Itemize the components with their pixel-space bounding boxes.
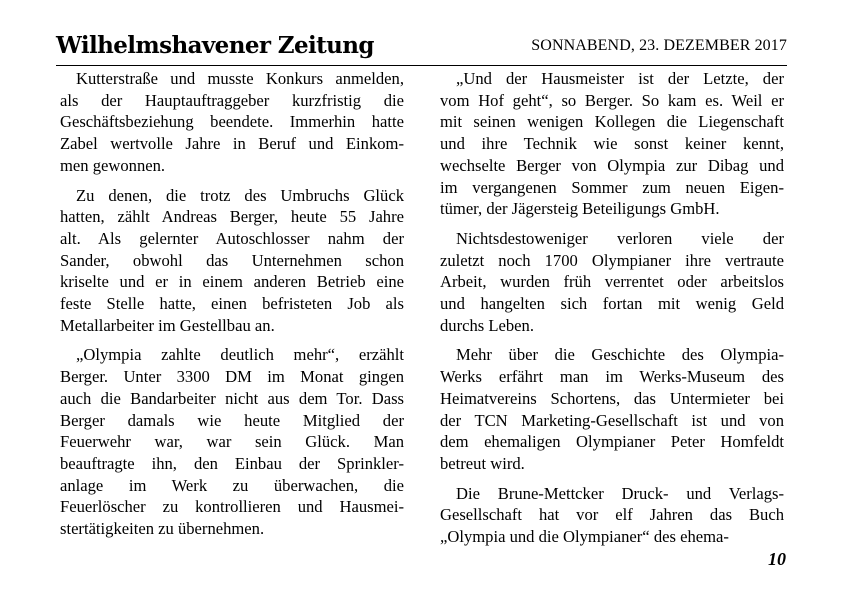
- article-paragraph: [440, 344, 784, 474]
- article-line: Kutterstraße und musste Konkurs anmelden,: [76, 69, 404, 88]
- article-line: Arbeit, wurden früh verrentet oder arbeitslos: [440, 272, 784, 292]
- article-paragraph: [60, 68, 404, 177]
- article-line: Feuerwehr war, war sein Glück. Man: [60, 432, 404, 452]
- article-paragraph: [60, 185, 404, 337]
- article-line: dem ehemaligen Olympianer Peter Homfeldt: [440, 432, 784, 452]
- article-paragraph: [60, 344, 404, 539]
- article-line: der TCN Marketing-Gesellschaft ist und von: [440, 410, 784, 430]
- article-column-right: [440, 68, 784, 556]
- article-line: men gewonnen.: [60, 155, 166, 175]
- article-line: im vergangenen Sommer zum neuen Eigen-: [440, 177, 784, 197]
- article-line: anlage im Werk zu überwachen, die: [60, 475, 404, 495]
- article-line: kriselte und er in einem anderen Betrieb eine: [60, 272, 404, 292]
- article-line: Berger. Unter 3300 DM im Monat gingen: [60, 367, 404, 387]
- article-line: Berger damals wie heute Mitglied der: [60, 410, 404, 430]
- article-line: mit seinen wenigen Kollegen die Liegenschaft: [440, 112, 784, 132]
- article-line: „Olympia zahlte deutlich mehr“, erzählt: [76, 345, 404, 365]
- article-line: Geschäftsbeziehung beendete. Immerhin hatte: [60, 112, 404, 132]
- article-paragraph: [440, 228, 784, 337]
- article-line: vom Hof geht“, so Berger. So kam es. Weil er: [440, 90, 784, 110]
- article-line: Metallarbeiter im Gestellbau an.: [60, 315, 275, 335]
- article-line: Sander, obwohl das Unternehmen schon: [60, 250, 404, 270]
- article-paragraph: [440, 68, 784, 220]
- article-line: zuletzt noch 1700 Olympianer ihre vertraute: [440, 250, 784, 270]
- article-line: alt. Als gelernter Autoschlosser nahm der: [60, 228, 404, 248]
- masthead: [56, 28, 787, 64]
- article-line: „Und der Hausmeister ist der Letzte, der: [456, 69, 784, 88]
- article-line: Zabel wertvolle Jahre in Beruf und Einkom-: [60, 134, 404, 154]
- article-line: betreut wird.: [440, 453, 525, 473]
- article-line: Nichtsdestoweniger verloren viele der: [456, 228, 784, 248]
- article-line: hatten, zählt Andreas Berger, heute 55 Jahre: [60, 207, 404, 227]
- page-number: 10: [768, 549, 786, 569]
- dateline: SONNABEND, 23. DEZEMBER 2017: [531, 37, 787, 54]
- article-line: stertätigkeiten zu übernehmen.: [60, 519, 265, 539]
- article-line: und ihre Technik wie sonst keiner kennt,: [440, 134, 784, 154]
- article-line: tümer, der Jägersteig Beteiligungs GmbH.: [440, 199, 720, 219]
- article-line: Heimatvereins Schortens, das Untermieter bei: [440, 388, 784, 408]
- article-line: „Olympia und die Olympianer“ des ehema-: [440, 527, 729, 547]
- article-line: beauftragte ihn, den Einbau der Sprinkler-: [60, 453, 404, 473]
- article-line: durchs Leben.: [440, 315, 534, 335]
- article-line: Gesellschaft hat vor elf Jahren das Buch: [440, 505, 784, 525]
- header-rule: [56, 65, 787, 66]
- article-line: Werks erfährt man im Werks-Museum des: [440, 367, 784, 387]
- article-line: Zu denen, die trotz des Umbruchs Glück: [76, 185, 404, 205]
- article-line: Die Brune-Mettcker Druck- und Verlags-: [456, 483, 784, 503]
- article-line: feste Stelle hatte, einen befristeten Job als: [60, 294, 404, 314]
- article-line: und hangelten sich fortan mit wenig Geld: [440, 294, 784, 314]
- newspaper-logo: Wilhelmshavener Zeitung: [56, 32, 374, 59]
- article-paragraph: [440, 483, 784, 548]
- article-column-left: [60, 68, 404, 548]
- article-line: auch die Bandarbeiter nicht aus dem Tor. Dass: [60, 388, 404, 408]
- article-line: wechselte Berger von Olympia zur Dibag und: [440, 155, 784, 175]
- article-line: als der Hauptauftraggeber kurzfristig die: [60, 90, 404, 110]
- article-line: Feuerlöscher zu kontrollieren und Hausmei-: [60, 497, 404, 517]
- article-line: Mehr über die Geschichte des Olympia-: [456, 345, 784, 365]
